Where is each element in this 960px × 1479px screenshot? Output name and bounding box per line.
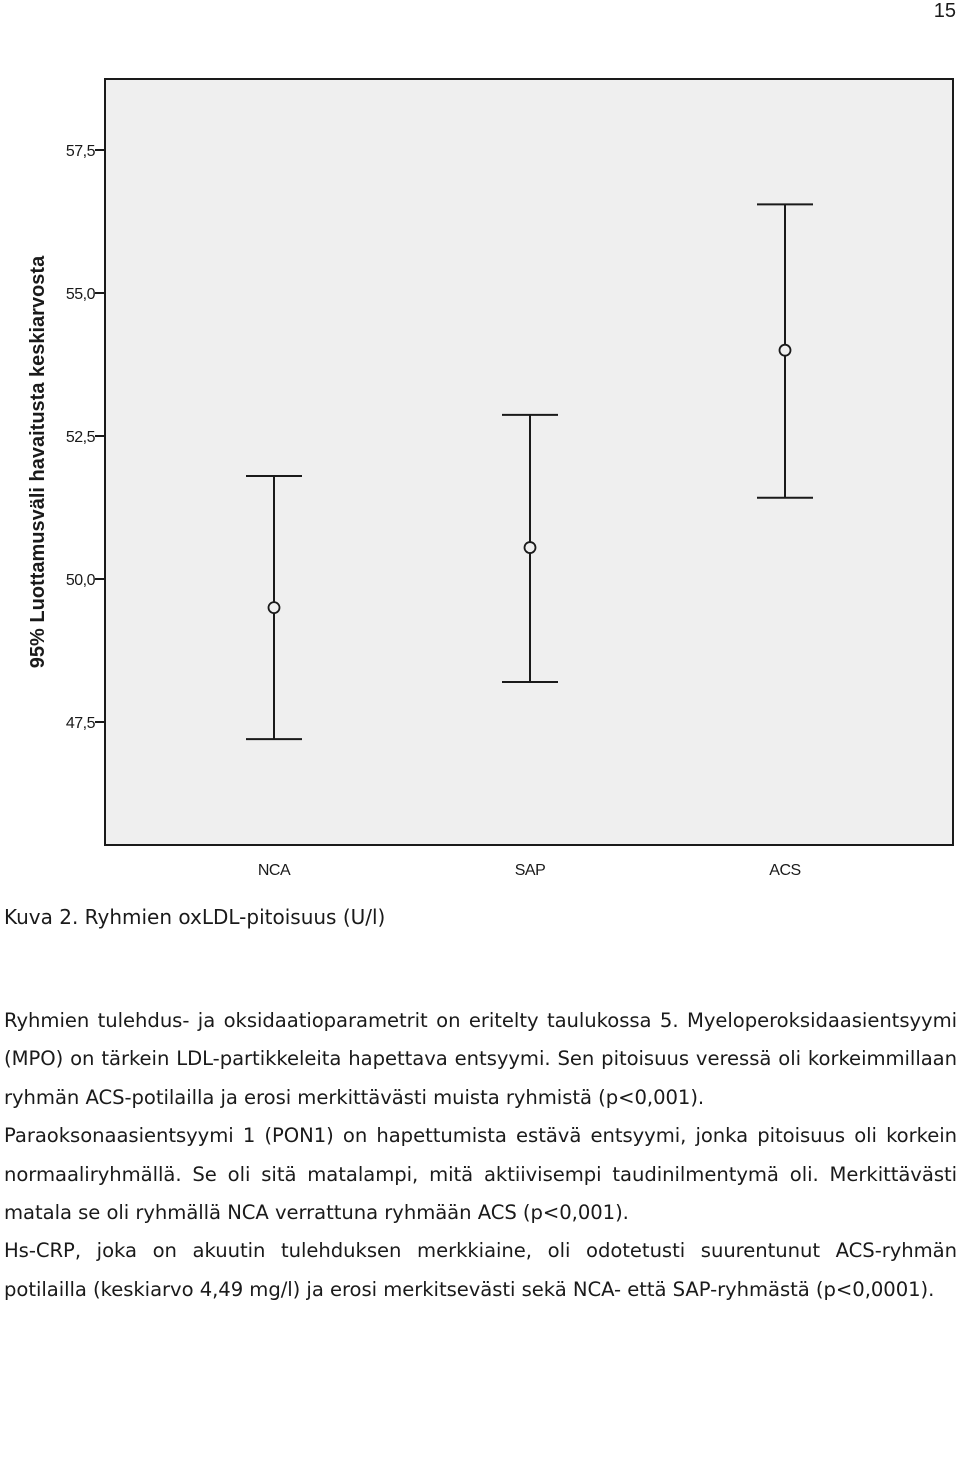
paragraph: Hs-CRP, joka on akuutin tulehduksen merkkiaine, oli odotetusti suurentunut ACS-ryhmän potilailla (keskiarvo 4,49 mg/l) ja erosi merkitsevästi sekä NCA- että SAP-ryhmästä (p<0,0001). xyxy=(4,1239,957,1301)
y-tick-label: 57,5 xyxy=(65,143,95,160)
x-axis xyxy=(258,862,801,879)
body-text xyxy=(4,1002,957,1309)
mean-marker-acs xyxy=(780,345,791,356)
paragraph: Ryhmien tulehdus- ja oksidaatioparametrit on eritelty taulukossa 5. Myeloperoksidaasientsyymi (MPO) on tärkein LDL-partikkeleita hapettava entsyymi. Sen pitoisuus veressä oli korkeimmillaan ryhmän ACS-potilailla ja erosi merkittävästi muista ryhmistä (p<0,001). xyxy=(4,1009,957,1109)
paragraph: Paraoksonaasientsyymi 1 (PON1) on hapettumista estävä entsyymi, jonka pitoisuus oli korkein normaaliryhmällä. Se oli sitä matalampi, mitä aktiivisempi taudinilmentymä oli. Merkittävästi matala se oli ryhmällä NCA verrattuna ryhmään ACS (p<0,001). xyxy=(4,1124,957,1225)
y-tick-label: 50,0 xyxy=(65,572,95,589)
page-number: 15 xyxy=(933,0,956,22)
y-axis-title: 95% Luottamusväli havaitusta keskiarvosta xyxy=(27,255,49,669)
x-tick-label-nca: NCA xyxy=(257,862,291,879)
y-tick-label: 55,0 xyxy=(65,286,95,303)
mean-marker-sap xyxy=(525,542,536,553)
y-tick-label: 52,5 xyxy=(65,429,95,446)
mean-marker-nca xyxy=(269,602,280,613)
x-tick-label-acs: ACS xyxy=(769,862,801,879)
x-tick-label-sap: SAP xyxy=(514,862,546,879)
y-tick-label: 47,5 xyxy=(65,715,95,732)
y-axis xyxy=(66,143,105,732)
figure-caption: Kuva 2. Ryhmien oxLDL-pitoisuus (U/l) xyxy=(4,905,386,929)
